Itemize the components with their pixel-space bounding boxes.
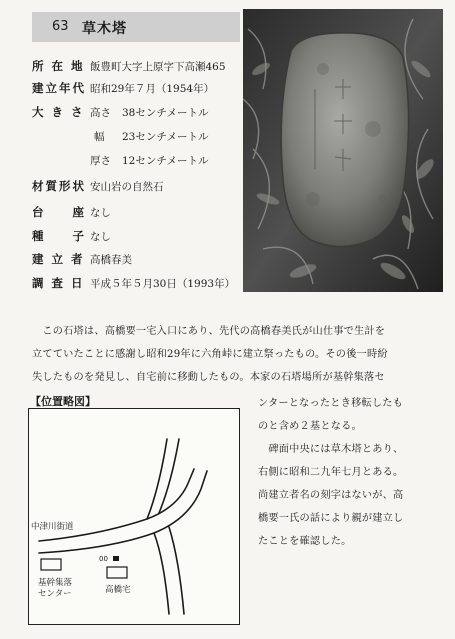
info-label: 台 座: [32, 205, 86, 219]
description-paragraph: [32, 320, 447, 389]
center-label-1: 基幹集落: [38, 578, 73, 588]
description-line: 立てていたことに感謝し昭和29年に六角峠に建立祭ったもの。その後一時紛: [32, 349, 388, 360]
info-row-builder: [32, 251, 268, 269]
description-line: のと含め２基となる。: [258, 421, 362, 432]
info-value: 昭和29年７月（1954年）: [90, 83, 215, 95]
size-width-name: 幅: [94, 131, 105, 143]
info-value: 平成５年５月30日（1993年）: [90, 278, 236, 290]
entry-title: 草木塔: [82, 21, 127, 37]
description-line: この石塔は、高橋要一宅入口にあり、先代の高橋春美氏が山仕事で生計を: [32, 326, 386, 337]
info-row-seed: [32, 228, 268, 246]
info-row-size: [32, 104, 268, 122]
monument-marker: [113, 556, 119, 561]
info-row-survey-date: [32, 275, 268, 293]
marker-label: 00: [99, 555, 108, 563]
info-row-location: [32, 58, 268, 76]
info-row-material: [32, 178, 268, 196]
info-value: 飯豊町大字上原字下高瀬465: [90, 61, 226, 73]
center-building: [41, 559, 61, 570]
info-value: なし: [90, 207, 111, 219]
road-label: 中津川街道: [31, 522, 74, 532]
info-row-depth: [32, 152, 268, 170]
map-title: 【位置略図】: [30, 395, 96, 408]
size-height-name: 高さ: [90, 107, 111, 119]
info-label: 建 立 者: [32, 252, 85, 266]
description-line: 尚建立者名の刻字はないが、高: [258, 490, 404, 501]
description-line: 失したものを発見し、自宅前に移動したもの。本家の石塔場所が基幹集落セ: [32, 372, 385, 383]
info-row-width: [32, 128, 268, 146]
description-line: たことを確認した。: [258, 536, 352, 547]
description-right-column: [258, 392, 448, 553]
house-label: 高橋宅: [105, 585, 131, 595]
description-line: ンターとなったとき移転したも: [258, 398, 404, 409]
center-label-2: センター: [38, 589, 72, 599]
entry-number: 63: [52, 19, 69, 34]
size-width-value: 23センチメートル: [122, 131, 209, 143]
info-label: 大 き さ: [32, 105, 85, 119]
info-value: 高橋春美: [90, 254, 132, 266]
title-bar: [32, 12, 240, 42]
info-row-year: [32, 80, 268, 98]
monument-photo: [243, 9, 443, 292]
description-line: 橋要一氏の話により親が建立し: [258, 513, 404, 524]
location-map-graphic: [29, 409, 239, 624]
info-label: 材質形状: [32, 179, 86, 193]
location-map: [28, 408, 240, 625]
info-label: 所 在 地: [32, 59, 85, 73]
info-label: 建立年代: [32, 81, 86, 95]
info-value: 安山岩の自然石: [90, 181, 164, 193]
description-line: 右側に昭和二九年七月とある。: [258, 467, 404, 478]
info-value: なし: [90, 231, 111, 243]
takahashi-house: [107, 567, 127, 578]
info-label: 種 子: [32, 229, 86, 243]
size-depth-value: 12センチメートル: [122, 155, 209, 167]
monument-photo-graphic: [243, 9, 443, 292]
description-line: 碑面中央には草木塔とあり、: [258, 444, 404, 455]
info-label: 調 査 日: [32, 276, 85, 290]
size-depth-name: 厚さ: [90, 155, 111, 167]
size-height-value: 38センチメートル: [122, 107, 209, 119]
info-row-pedestal: [32, 204, 268, 222]
